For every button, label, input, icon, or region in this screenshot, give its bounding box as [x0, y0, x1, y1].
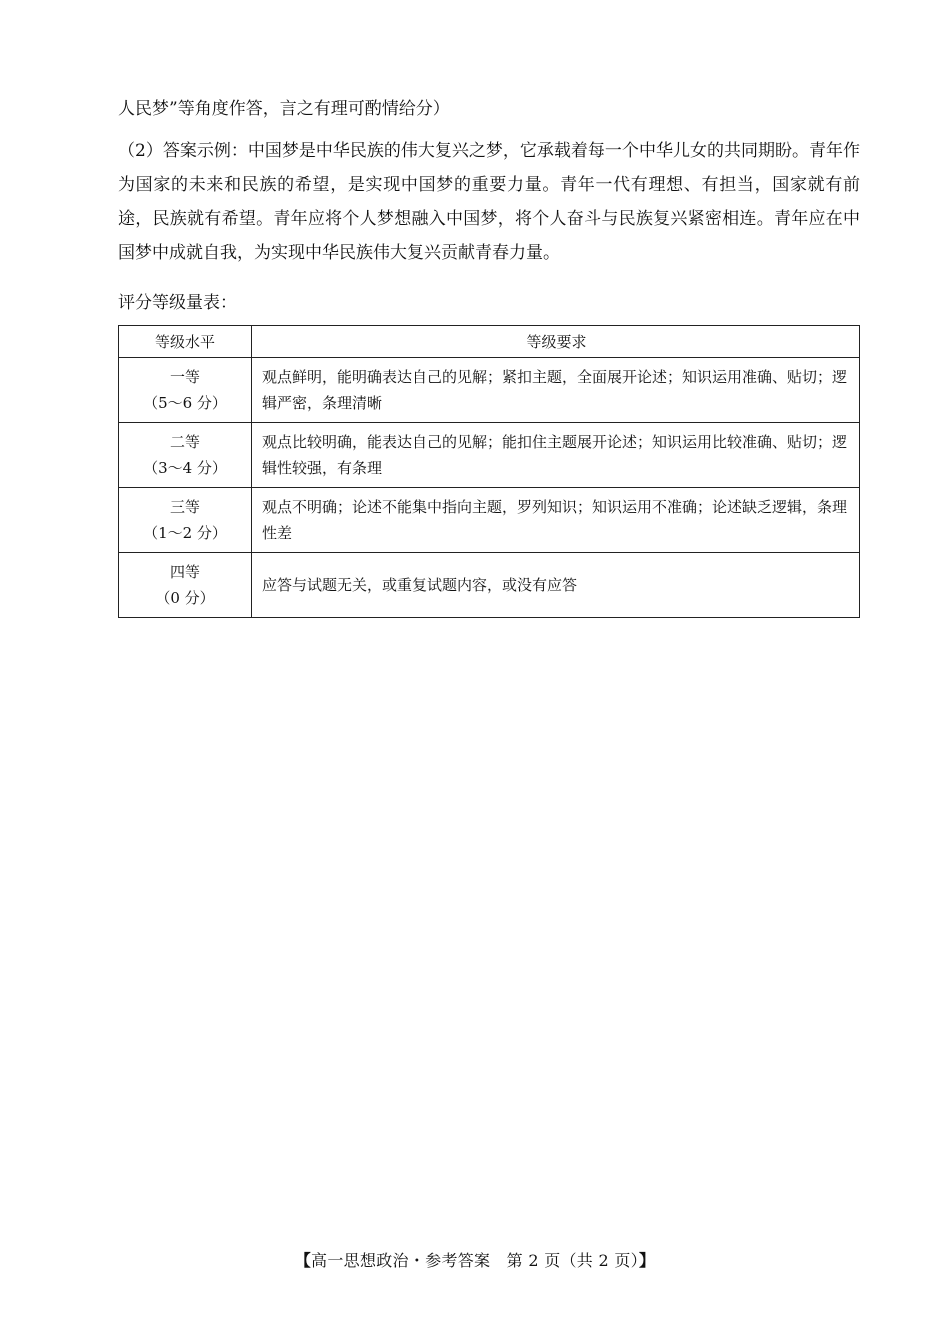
- table-row: [119, 553, 860, 618]
- requirement-cell: 观点不明确；论述不能集中指向主题，罗列知识；知识运用不准确；论述缺乏逻辑，条理性差: [252, 488, 860, 553]
- intro-line: 人民梦”等角度作答，言之有理可酌情给分）: [118, 99, 450, 119]
- level-score: （1～2 分）: [143, 524, 227, 542]
- level-name: 三等: [169, 498, 200, 516]
- table-row: [119, 488, 860, 553]
- level-name: 二等: [169, 433, 200, 451]
- level-score: （3～4 分）: [143, 459, 227, 477]
- level-name: 一等: [169, 368, 200, 386]
- footer-close-bracket: 】: [638, 1251, 656, 1270]
- table-row: [119, 358, 860, 423]
- grading-scale-table: [118, 325, 860, 618]
- page-footer: [0, 1248, 950, 1271]
- table-header-row: [119, 326, 860, 358]
- header-requirement: 等级要求: [252, 326, 860, 358]
- table-row: [119, 423, 860, 488]
- footer-open-bracket: 【: [294, 1251, 312, 1270]
- level-cell: [119, 488, 252, 553]
- scale-title: 评分等级量表：: [118, 293, 237, 313]
- header-level: 等级水平: [119, 326, 252, 358]
- footer-text: 高一思想政治・参考答案 第 2 页（共 2 页）: [311, 1251, 639, 1270]
- requirement-cell: 应答与试题无关，或重复试题内容，或没有应答: [252, 553, 860, 618]
- level-name: 四等: [169, 563, 200, 581]
- level-cell: [119, 423, 252, 488]
- requirement-cell: 观点比较明确，能表达自己的见解；能扣住主题展开论述；知识运用比较准确、贴切；逻辑性较强，有条理: [252, 423, 860, 488]
- answer-example: （2）答案示例：中国梦是中华民族的伟大复兴之梦，它承载着每一个中华儿女的共同期盼。青年作为国家的未来和民族的希望，是实现中国梦的重要力量。青年一代有理想、有担当，国家就有前途，民族就有希望。青年应将个人梦想融入中国梦，将个人奋斗与民族复兴紧密相连。青年应在中国梦中成就自我，为实现中华民族伟大复兴贡献青春力量。: [118, 141, 860, 263]
- level-score: （5～6 分）: [143, 394, 227, 412]
- requirement-cell: 观点鲜明，能明确表达自己的见解；紧扣主题，全面展开论述；知识运用准确、贴切；逻辑严密，条理清晰: [252, 358, 860, 423]
- level-cell: [119, 553, 252, 618]
- level-score: （0 分）: [155, 589, 215, 607]
- level-cell: [119, 358, 252, 423]
